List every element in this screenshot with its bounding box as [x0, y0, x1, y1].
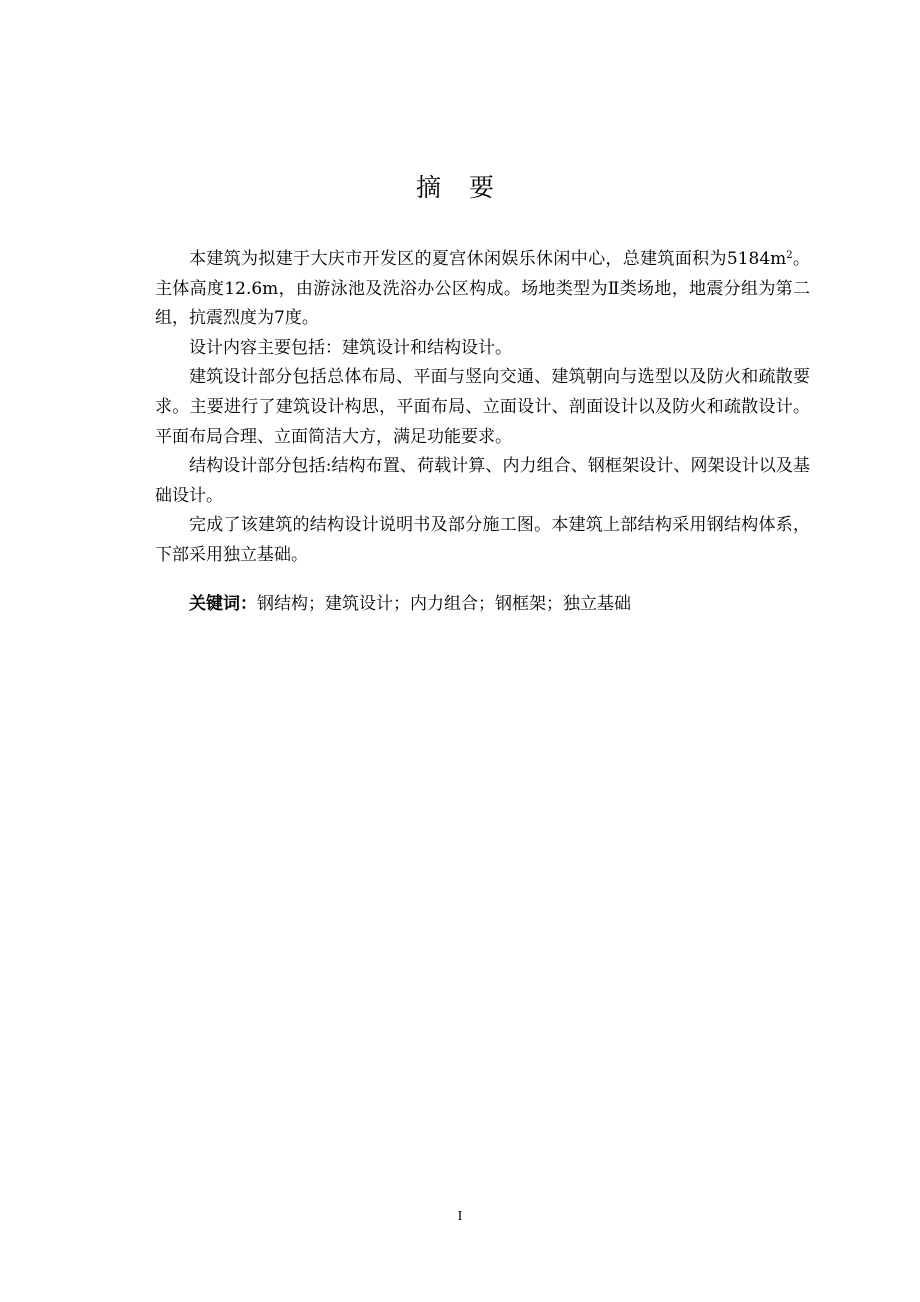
keywords-value: 钢结构；建筑设计；内力组合；钢框架；独立基础	[257, 594, 631, 614]
paragraph-4: 结构设计部分包括:结构布置、荷载计算、内力组合、钢框架设计、网架设计以及基础设计。	[155, 456, 810, 506]
keywords-line	[189, 590, 809, 619]
paragraph-1-text-b: 。主体高度12.6m，由游泳池及洗浴办公区构成。场地类型为Ⅱ类场地，地震分组为第二组，抗震烈度为7度。	[155, 249, 811, 329]
page-number: I	[457, 1209, 463, 1224]
paragraph-3: 建筑设计部分包括总体布局、平面与竖向交通、建筑朝向与选型以及防火和疏散要求。主要进行了建筑设计构思，平面布局、立面设计、剖面设计以及防火和疏散设计。平面布局合理、立面简洁大方，满足功能要求。	[155, 367, 810, 447]
page-title: 摘 要	[416, 173, 504, 202]
paragraph-1-text-a: 本建筑为拟建于大庆市开发区的夏宫休闲娱乐休闲中心，总建筑面积为5184m	[189, 249, 787, 269]
paragraph-2: 设计内容主要包括：建筑设计和结构设计。	[189, 337, 512, 358]
abstract-body	[155, 245, 810, 571]
superscript-2: 2	[786, 250, 793, 261]
keywords-label: 关键词：	[189, 594, 257, 614]
paragraph-5: 完成了该建筑的结构设计说明书及部分施工图。本建筑上部结构采用钢结构体系，下部采用独立基础。	[155, 515, 810, 565]
paragraph-1	[155, 245, 810, 334]
